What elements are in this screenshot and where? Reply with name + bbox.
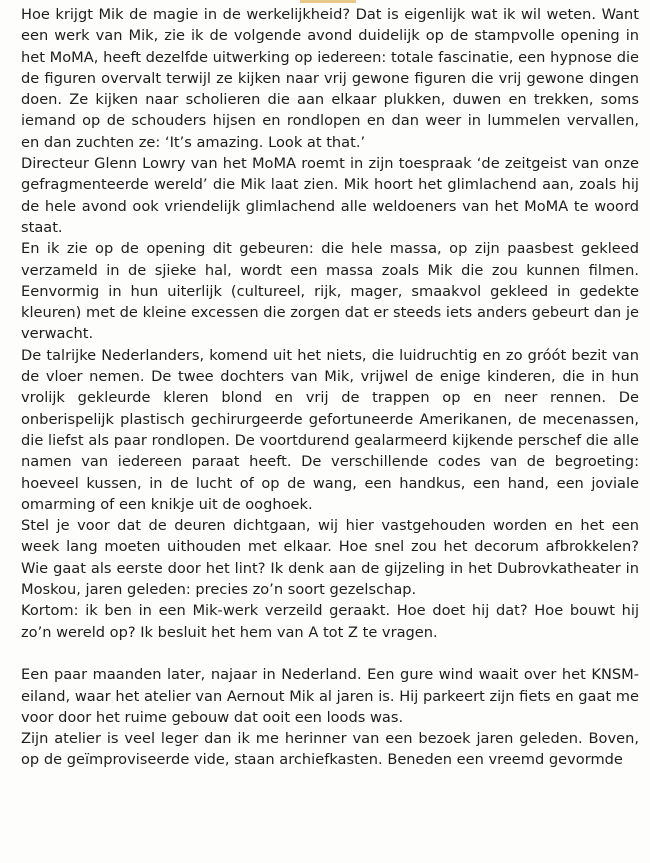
paragraph-kortom: Kortom: ik ben in een Mik-werk verzeild geraakt. Hoe doet hij dat? Hoe bouwt hij zo’n wereld op? Ik besluit het hem van A tot Z te vragen. [21,602,639,641]
section-break [21,643,639,664]
paragraph-doors-close: Stel je voor dat de deuren dichtgaan, wij hier vastgehouden worden en het een week lang moeten uithouden met elkaar. Hoe snel zou het decorum afbrokkelen? Wie gaat als eerste door het lint? Ik denk aan de gijzeling in het Dubrovkatheater in Moskou, jaren geleden: precies zo’n soort gezelschap. [21,517,639,599]
paragraph-glenn-lowry: Directeur Glenn Lowry van het MoMA roemt in zijn toespraak ‘de zeitgeist van onze gefragmenteerde wereld’ die Mik laat zien. Mik hoort het glimlachend aan, zoals hij de hele avond ook vriendelijk glimlachend alle weldoeners van het MoMA te woord staat. [21,155,639,236]
paragraph-opening-crowd: En ik zie op de opening dit gebeuren: die hele massa, op zijn paasbest gekleed verzameld in de sjieke hal, wordt een massa zoals Mik die zou kunnen filmen. Eenvormig in hun uiterlijk (cultureel, rijk, mager, smaakvol gekleed in gedekte kleuren) met de kleine excessen die zorgen dat er steeds iets anders gebeurt dan je verwacht. [21,240,639,343]
paragraph-mik-magic: Hoe krijgt Mik de magie in de werkelijkheid? Dat is eigenlijk wat ik wil weten. Want een werk van Mik, zie ik de volgende avond duidelijk op de stampvolle opening in het MoMA, heeft dezelfde uitwerking op iedereen: totale fascinatie, een hypnose die de figuren overvalt terwijl ze kijken naar vrij gewone figuren die vrij gewone dingen doen. Ze kijken naar scholieren die aan elkaar plukken, duwen en trekken, soms iemand op de schouders hijsen en rondlopen en dan weer in lummelen vervallen, en dan zuchten ze: ‘It’s amazing. Look at that.’ [21,6,639,151]
paragraph-dutch-guests: De talrijke Nederlanders, komend uit het niets, die luidruchtig en zo gróót bezit van de vloer nemen. De twee dochters van Mik, vrijwel de enige kinderen, die in hun vrolijk gekleurde kleren blond en vrij de trappen op en neer rennen. De onberispelijk plastisch gechirurgeerde gefortuneerde Amerikanen, de mecenassen, die liefst als paar rondlopen. De voortdurend gealarmeerd kijkende perschef die alle namen van iedereen paraat heeft. De verschillende codes van de begroeting: hoeveel kussen, in de lucht of op de wang, een handkus, een hand, een joviale omarming of een knikje uit de ooghoek. [21,346,639,513]
paragraph-knsm-eiland: Een paar maanden later, najaar in Nederland. Een gure wind waait over het KNSM-eiland, waar het atelier van Aernout Mik al jaren is. Hij parkeert zijn fiets en gaat me voor door het ruime gebouw dat ooit een loods was. [21,666,639,726]
top-decorative-rule [300,0,356,3]
article-text [21,4,639,771]
paragraph-atelier: Zijn atelier is veel leger dan ik me herinner van een bezoek jaren geleden. Boven, op de geïmproviseerde vide, staan archiefkasten. Beneden een vreemd gevormde [21,730,639,769]
